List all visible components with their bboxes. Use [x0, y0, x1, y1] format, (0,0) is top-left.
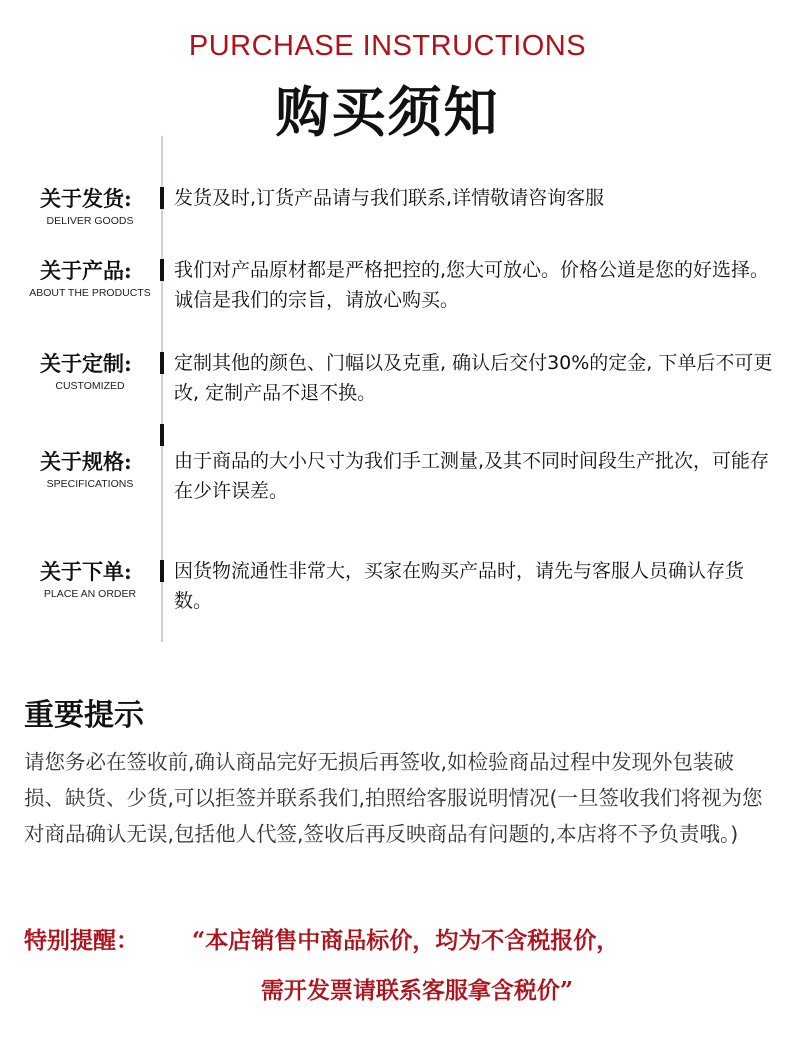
section-label-cn: 关于产品: [40, 258, 132, 283]
section-label-cn: 关于下单: [40, 559, 132, 584]
reminder-label: 特别提醒： [24, 927, 139, 954]
section-label-cn: 关于定制: [40, 351, 132, 376]
section-marker [160, 560, 164, 582]
section-text: 因货物流通性非常大，买家在购买产品时，请先与客服人员确认存货数。 [174, 560, 745, 612]
section-label-en: CUSTOMIZED [55, 380, 125, 392]
header-title-en: PURCHASE INSTRUCTIONS [188, 30, 587, 62]
section-text: 我们对产品原材都是严格把控的,您大可放心。价格公道是您的好选择。诚信是我们的宗旨，请放心购买。 [174, 259, 770, 311]
section-label-en: ABOUT THE PRODUCTS [29, 287, 151, 299]
section-text: 由于商品的大小尺寸为我们手工测量,及其不同时间段生产批次，可能存在少许误差。 [174, 450, 770, 502]
section-label-cn: 关于规格: [40, 449, 132, 474]
notice-title: 重要提示 [24, 698, 144, 733]
section-label-en: DELIVER GOODS [46, 215, 134, 227]
section-text: 定制其他的颜色、门幅以及克重, 确认后交付30%的定金, 下单后不可更改, 定制产品不退不换。 [174, 352, 773, 404]
section-marker [160, 259, 164, 281]
notice-body: 请您务必在签收前,确认商品完好无损后再签收,如检验商品过程中发现外包装破损、缺货、少货,可以拒签并联系我们,拍照给客服说明情况(一旦签收我们将视为您对商品确认无误,包括他人代签,签收后再反映商品有问题的,本店将不予负责哦。) [24, 750, 763, 846]
header-title-cn: 购买须知 [275, 81, 500, 144]
section-label-en: SPECIFICATIONS [46, 478, 134, 490]
section-label-en: PLACE AN ORDER [43, 588, 137, 600]
section-label-cn: 关于发货: [40, 186, 132, 211]
section-marker [160, 187, 164, 209]
section-text: 发货及时,订货产品请与我们联系,详情敬请咨询客服 [174, 187, 605, 209]
section-marker [160, 352, 164, 374]
reminder-line-2: 需开发票请联系客服拿含税价” [260, 977, 574, 1004]
section-marker [160, 424, 164, 446]
reminder-line-1: “本店销售中商品标价，均为不含税报价， [192, 927, 620, 954]
